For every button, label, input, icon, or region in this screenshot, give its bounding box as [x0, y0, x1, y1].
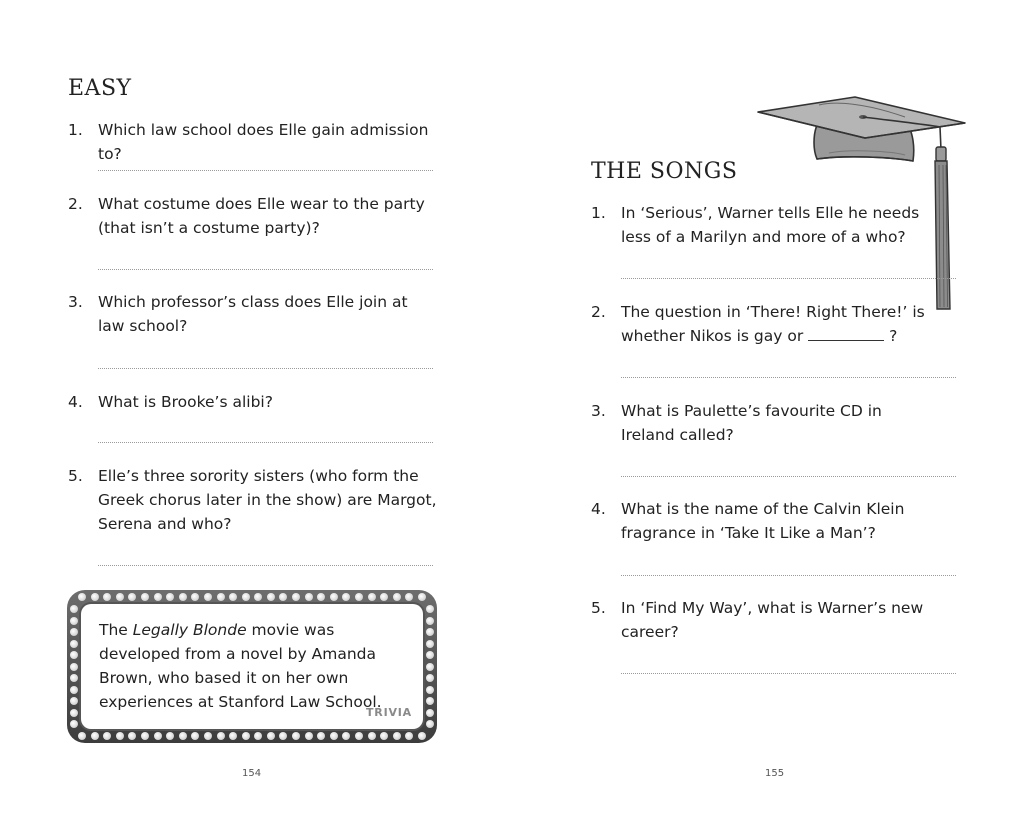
trivia-text-end: movie was developed from a novel by Amanda Brown, who based it on her own experiences at Stanford Law School.: [99, 621, 382, 711]
marquee-bulb: [426, 663, 434, 671]
question-1: [68, 118, 438, 163]
answer-line: [98, 269, 433, 270]
question-1: [591, 201, 926, 249]
answer-line: [98, 368, 433, 369]
marquee-bulb: [116, 593, 124, 601]
marquee-bulb: [78, 732, 86, 740]
marquee-bulb: [217, 593, 225, 601]
marquee-bulb: [426, 617, 434, 625]
marquee-bulb: [426, 686, 434, 694]
fill-in-blank: [808, 326, 884, 341]
answer-line: [621, 377, 956, 378]
question-5: [591, 596, 926, 644]
marquee-bulb: [305, 732, 313, 740]
answer-line: [621, 575, 956, 576]
question-text: What is Brooke’s alibi?: [98, 393, 273, 411]
question-3: [68, 290, 438, 338]
question-5: [68, 464, 438, 536]
marquee-bulb: [70, 720, 78, 728]
marquee-bulb: [70, 617, 78, 625]
marquee-bulb: [154, 593, 162, 601]
marquee-bulb: [393, 593, 401, 601]
marquee-bulb: [355, 593, 363, 601]
marquee-bulb: [426, 720, 434, 728]
trivia-label: TRIVIA: [366, 706, 412, 719]
marquee-bulb: [355, 732, 363, 740]
marquee-bulb: [330, 732, 338, 740]
marquee-bulb: [70, 709, 78, 717]
question-text: [621, 300, 926, 348]
marquee-bulb: [91, 732, 99, 740]
marquee-bulb: [70, 686, 78, 694]
question-4: [591, 497, 926, 545]
trivia-title-italic: Legally Blonde: [132, 621, 247, 639]
question-text: In ‘Serious’, Warner tells Elle he needs less of a Marilyn and more of a who?: [621, 204, 920, 246]
question-text: Which law school does Elle gain admission to?: [98, 121, 429, 163]
marquee-bulb: [141, 732, 149, 740]
question-2: [68, 192, 438, 240]
marquee-bulb: [242, 732, 250, 740]
answer-line: [621, 476, 956, 477]
marquee-bulb: [179, 593, 187, 601]
marquee-bulb: [204, 732, 212, 740]
marquee-bulb: [426, 605, 434, 613]
question-text: What costume does Elle wear to the party (that isn’t a costume party)?: [98, 195, 425, 237]
marquee-bulb: [267, 732, 275, 740]
question-number: 2.: [68, 195, 83, 213]
marquee-bulb: [242, 593, 250, 601]
marquee-bulb: [267, 593, 275, 601]
marquee-bulb: [70, 640, 78, 648]
marquee-bulb: [70, 628, 78, 636]
marquee-bulb: [426, 640, 434, 648]
question-2: [591, 300, 926, 348]
page-number-right: 155: [765, 768, 785, 779]
question-text-start: The question in ‘There! Right There!’ is whether Nikos is gay or: [621, 303, 925, 345]
question-text: What is Paulette’s favourite CD in Ireland called?: [621, 402, 882, 444]
page-number-left: 154: [242, 768, 262, 779]
marquee-bulb: [426, 697, 434, 705]
marquee-bulb: [330, 593, 338, 601]
question-text: Elle’s three sorority sisters (who form the Greek chorus later in the show) are Margot, Serena and who?: [98, 467, 437, 533]
answer-line: [98, 442, 433, 443]
marquee-bulb: [78, 593, 86, 601]
marquee-bulb: [368, 593, 376, 601]
trivia-text: [99, 618, 419, 714]
question-text: Which professor’s class does Elle join at law school?: [98, 293, 408, 335]
marquee-bulb: [368, 732, 376, 740]
marquee-bulb: [70, 605, 78, 613]
answer-line: [98, 170, 433, 171]
marquee-bulb: [217, 732, 225, 740]
question-number: 3.: [591, 402, 606, 420]
marquee-bulb: [305, 593, 313, 601]
answer-line: [98, 565, 433, 566]
marquee-bulb: [91, 593, 99, 601]
marquee-bulb: [426, 674, 434, 682]
marquee-bulb: [426, 651, 434, 659]
marquee-bulb: [141, 593, 149, 601]
question-number: 5.: [68, 467, 83, 485]
marquee-bulb: [154, 732, 162, 740]
question-number: 1.: [68, 121, 83, 139]
marquee-bulb: [70, 674, 78, 682]
marquee-bulb: [70, 651, 78, 659]
marquee-bulb: [426, 709, 434, 717]
marquee-bulb: [204, 593, 212, 601]
marquee-bulb: [292, 732, 300, 740]
marquee-bulb: [116, 732, 124, 740]
marquee-bulb: [70, 697, 78, 705]
question-number: 4.: [591, 500, 606, 518]
marquee-bulb: [418, 593, 426, 601]
section-heading-easy: EASY: [68, 76, 132, 101]
question-text-end: ?: [889, 327, 898, 345]
trivia-text-start: The: [99, 621, 133, 639]
question-number: 3.: [68, 293, 83, 311]
question-number: 5.: [591, 599, 606, 617]
answer-line: [621, 278, 956, 279]
question-number: 2.: [591, 303, 606, 321]
question-text: What is the name of the Calvin Klein fragrance in ‘Take It Like a Man’?: [621, 500, 905, 542]
question-text: In ‘Find My Way’, what is Warner’s new career?: [621, 599, 924, 641]
marquee-bulb: [179, 732, 187, 740]
question-3: [591, 399, 936, 447]
marquee-bulb: [418, 732, 426, 740]
marquee-bulb: [393, 732, 401, 740]
marquee-bulb: [426, 628, 434, 636]
question-number: 4.: [68, 393, 83, 411]
marquee-bulb: [292, 593, 300, 601]
section-heading-the-songs: THE SONGS: [591, 159, 738, 184]
answer-line: [621, 673, 956, 674]
marquee-bulb: [70, 663, 78, 671]
question-number: 1.: [591, 204, 606, 222]
question-4: [68, 390, 438, 414]
